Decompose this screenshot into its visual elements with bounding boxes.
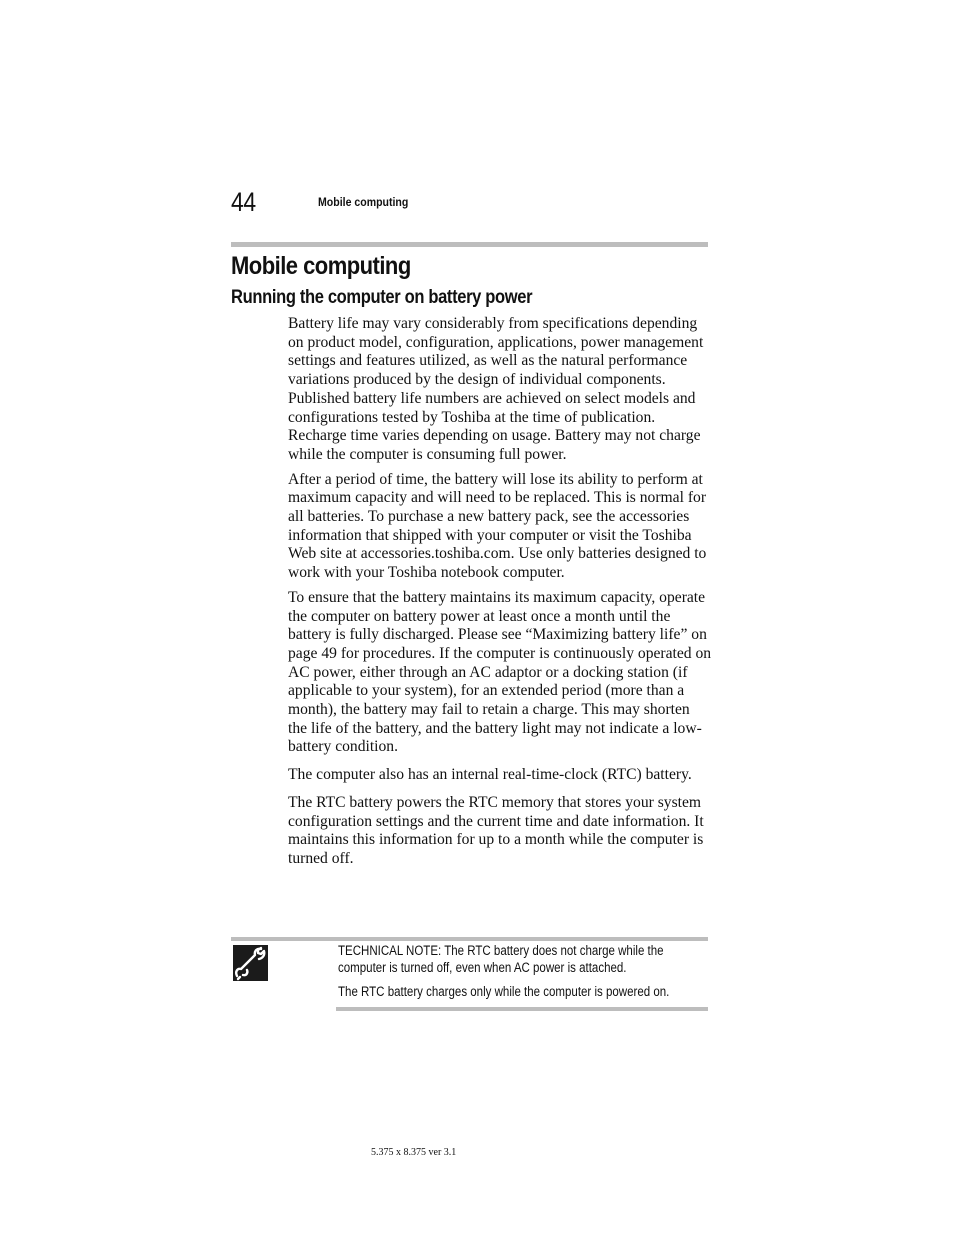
paragraph: To ensure that the battery maintains its maximum capacity, operate the computer on battery power at least once a month until the battery is fully discharged. Please see “Maximizing battery life” on page 49 for procedures. If the computer is continuously operated on AC power, either through an AC adaptor or a docking station (if applicable to your system), for an extended period (more than a month), the battery may fail to retain a charge. This may shorten the life of the battery, and the battery light may not indicate a low-battery condition. — [288, 588, 712, 756]
section-title: Mobile computing — [231, 252, 411, 280]
note-divider-bottom — [336, 1007, 708, 1011]
note-line: TECHNICAL NOTE: The RTC battery does not charge while the computer is turned off, even when AC power is attached. — [338, 943, 664, 975]
note-divider-top — [231, 937, 708, 941]
running-header: Mobile computing — [318, 195, 409, 209]
paragraph: The computer also has an internal real-time-clock (RTC) battery. — [288, 766, 692, 784]
subsection-title: Running the computer on battery power — [231, 287, 533, 308]
footer-version: 5.375 x 8.375 ver 3.1 — [371, 1147, 457, 1158]
paragraph: The RTC battery powers the RTC memory that stores your system configuration settings and the current time and date information. It maintains this information for up to a month while the computer is turned off. — [288, 793, 704, 867]
note-line: The RTC battery charges only while the computer is powered on. — [338, 984, 670, 999]
wrench-icon — [233, 945, 268, 981]
paragraph: Battery life may vary considerably from specifications depending on product model, configuration, applications, power management settings and features utilized, as well as the natural performance variations produced by the design of individual components. Published battery life numbers are achieved on select models and configurations tested by Toshiba at the time of publication. Recharge time varies depending on usage. Battery may not charge while the computer is consuming full power. — [288, 315, 704, 463]
header-divider — [231, 242, 708, 247]
paragraph: After a period of time, the battery will lose its ability to perform at maximum capacity and will need to be replaced. This is normal for all batteries. To purchase a new battery pack, see the accessories information that shipped with your computer or visit the Toshiba Web site at accessories.toshiba.com. Use only batteries designed to work with your Toshiba notebook computer. — [288, 470, 707, 582]
body-text — [288, 315, 712, 875]
technical-note — [338, 942, 673, 1007]
page-number: 44 — [231, 187, 256, 217]
